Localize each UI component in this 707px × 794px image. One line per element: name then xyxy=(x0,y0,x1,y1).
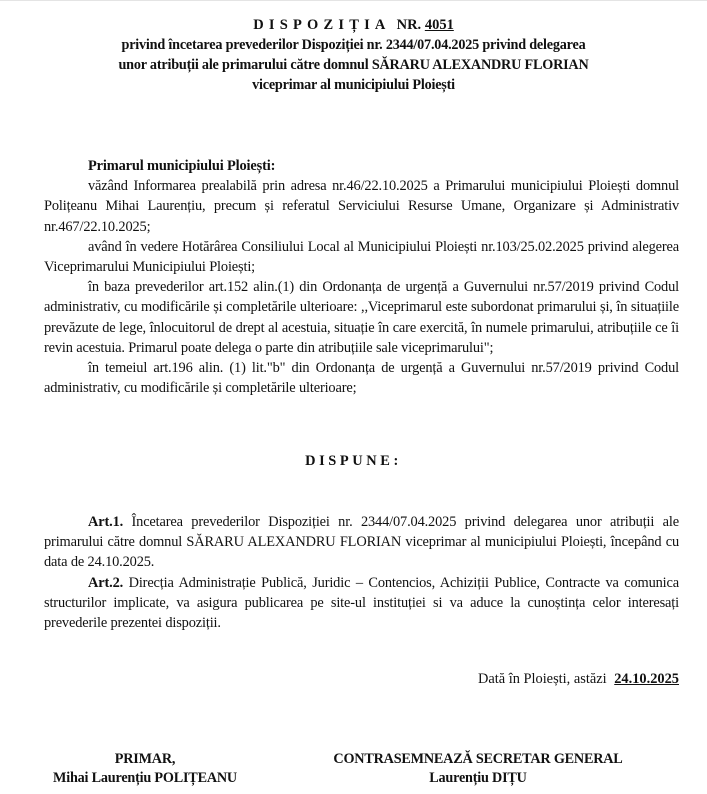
date-value: 24.10.2025 xyxy=(614,671,679,687)
date-label: Dată în Ploiești, astăzi xyxy=(477,671,607,687)
preamble-paragraph: în baza prevederilor art.152 alin.(1) din Ordonanța de urgență a Guvernului nr.57/2019 privind Codul administrativ, cu modificările și completările ulterioare: ,,Viceprimarul este subordonat primarului și, în situațiile prevăzute de lege, înlocuitorul de drept al acestuia, situație în care exercită, în numele primarului, atribuțiile ce îi revin acestuia. Primarul poate delega o parte din atribuțiile sale viceprimarului"; xyxy=(44,279,679,356)
article-label: Art.2. xyxy=(88,574,124,591)
date-line xyxy=(478,671,679,688)
preamble xyxy=(44,156,679,398)
title-word: DISPOZIȚIA xyxy=(253,17,391,33)
title-nr-label: NR. xyxy=(396,17,422,33)
signature-mayor xyxy=(40,750,250,788)
signature-name: Mihai Laurențiu POLIȚEANU xyxy=(53,770,237,786)
signature-role: CONTRASEMNEAZĂ SECRETAR GENERAL xyxy=(333,751,623,767)
document-title xyxy=(0,15,707,35)
article-1 xyxy=(44,512,679,573)
article-text: Direcția Administrație Publică, Juridic – Contencios, Achiziții Publice, Contracte va comunica structurilor implicate, va asigura publicarea pe site-ul instituției si va aduce la cunoștința celor interesați prevederile prezentei dispoziții. xyxy=(44,574,679,632)
article-2 xyxy=(44,573,679,634)
signature-name: Laurențiu DIȚU xyxy=(429,770,527,786)
subtitle-line-2: unor atribuții ale primarului către domnul SĂRARU ALEXANDRU FLORIAN xyxy=(118,57,589,73)
article-text: Încetarea prevederilor Dispoziției nr. 2344/07.04.2025 privind delegarea unor atribuții ale primarului către domnul SĂRARU ALEXANDRU FLORIAN viceprimar al municipiului Ploiești, începând cu data de 24.10.2025. xyxy=(44,514,679,571)
disposition-number: 4051 xyxy=(424,17,454,33)
preamble-paragraph: în temeiul art.196 alin. (1) lit."b" din Ordonanța de urgență a Guvernului nr.57/2019 privind Codul administrativ, cu modificările și completările ulterioare; xyxy=(44,360,679,397)
preamble-paragraph: văzând Informarea prealabilă prin adresa nr.46/22.10.2025 a Primarului municipiului Ploiești domnul Polițeanu Mihai Laurențiu, precum și referatul Serviciului Resurse Umane, Organizare și Administrativ nr.467/22.10.2025; xyxy=(44,178,679,235)
preamble-lead: Primarul municipiului Ploiești: xyxy=(88,158,276,174)
subtitle-line-3: viceprimar al municipiului Ploiești xyxy=(252,77,455,93)
signature-role: PRIMAR, xyxy=(114,751,176,767)
articles xyxy=(44,512,679,633)
document-page xyxy=(0,1,707,794)
dispune-heading: DISPUNE: xyxy=(305,453,402,469)
document-header xyxy=(0,15,707,95)
subtitle-line-1: privind încetarea prevederilor Dispoziției nr. 2344/07.04.2025 privind delegarea xyxy=(121,37,586,53)
signature-secretary xyxy=(318,750,638,788)
preamble-paragraph: având în vedere Hotărârea Consiliului Local al Municipiului Ploiești nr.103/25.02.2025 privind alegerea Viceprimarului Municipiului Ploiești; xyxy=(44,238,679,276)
article-label: Art.1. xyxy=(88,514,124,530)
